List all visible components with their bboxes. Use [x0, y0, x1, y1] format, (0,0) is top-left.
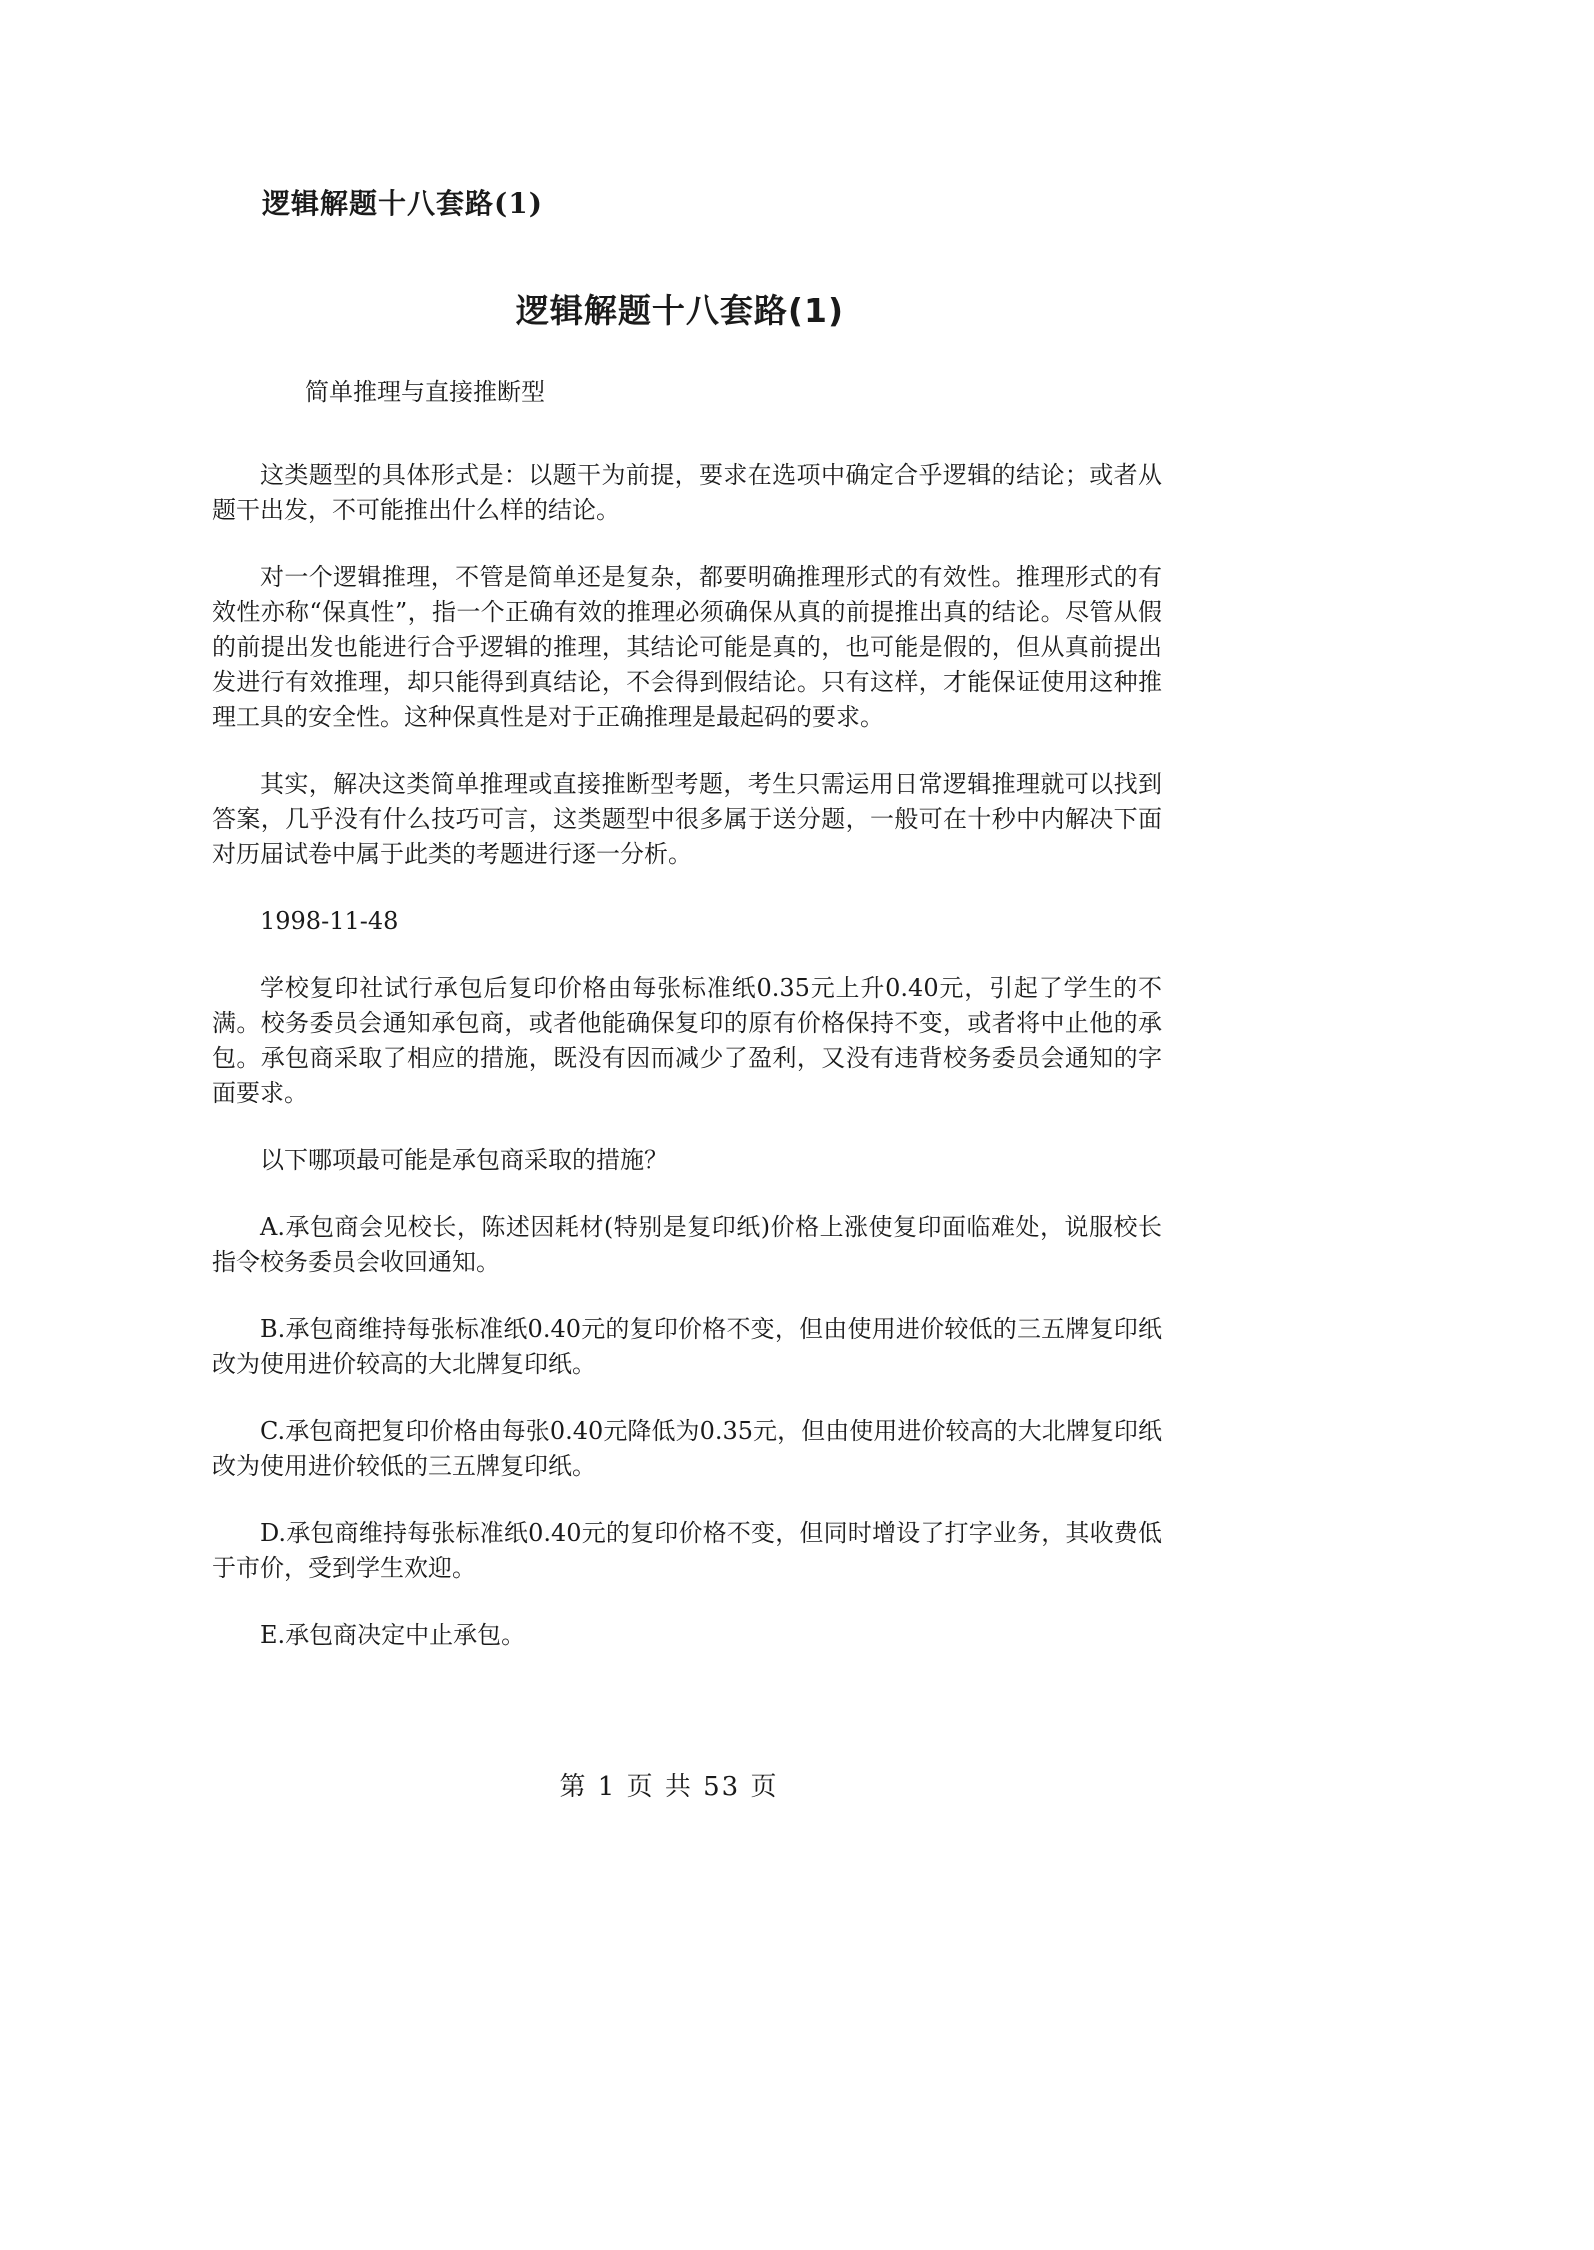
document-body: [212, 375, 1162, 1685]
paragraph-approach: 其实，解决这类简单推理或直接推断型考题，考生只需运用日常逻辑推理就可以找到答案，几乎没有什么技巧可言，这类题型中很多属于送分题，一般可在十秒中内解决下面对历届试卷中属于此类的考题进行逐一分析。: [212, 770, 1162, 868]
question-code: 1998-11-48: [260, 907, 399, 935]
option-a: A.承包商会见校长，陈述因耗材(特别是复印纸)价格上涨使复印面临难处，说服校长指令校务委员会收回通知。: [212, 1213, 1162, 1276]
paragraph-validity: 对一个逻辑推理，不管是简单还是复杂，都要明确推理形式的有效性。推理形式的有效性亦称“保真性”，指一个正确有效的推理必须确保从真的前提推出真的结论。尽管从假的前提出发也能进行合乎逻辑的推理，其结论可能是真的，也可能是假的，但从真前提出发进行有效推理，却只能得到真结论，不会得到假结论。只有这样，才能保证使用这种推理工具的安全性。这种保真性是对于正确推理是最起码的要求。: [212, 563, 1162, 731]
header-title: 逻辑解题十八套路(1): [262, 187, 543, 220]
question-stem: 学校复印社试行承包后复印价格由每张标准纸0.35元上升0.40元，引起了学生的不满。校务委员会通知承包商，或者他能确保复印的原有价格保持不变，或者将中止他的承包。承包商采取了相应的措施，既没有因而减少了盈利，又没有违背校务委员会通知的字面要求。: [212, 974, 1162, 1107]
question-prompt: 以下哪项最可能是承包商采取的措施？: [260, 1146, 668, 1174]
option-e: E.承包商决定中止承包。: [260, 1621, 526, 1649]
paragraph-intro: 这类题型的具体形式是：以题干为前提，要求在选项中确定合乎逻辑的结论；或者从题干出发，不可能推出什么样的结论。: [212, 461, 1162, 524]
section-heading: 简单推理与直接推断型: [305, 378, 545, 406]
document-title: 逻辑解题十八套路(1): [515, 291, 845, 330]
page-number-footer: 第 1 页 共 53 页: [559, 1772, 779, 1802]
option-c: C.承包商把复印价格由每张0.40元降低为0.35元，但由使用进价较高的大北牌复印纸改为使用进价较低的三五牌复印纸。: [212, 1417, 1162, 1480]
option-d: D.承包商维持每张标准纸0.40元的复印价格不变，但同时增设了打字业务，其收费低于市价，受到学生欢迎。: [212, 1519, 1162, 1582]
option-b: B.承包商维持每张标准纸0.40元的复印价格不变，但由使用进价较低的三五牌复印纸改为使用进价较高的大北牌复印纸。: [212, 1315, 1162, 1378]
